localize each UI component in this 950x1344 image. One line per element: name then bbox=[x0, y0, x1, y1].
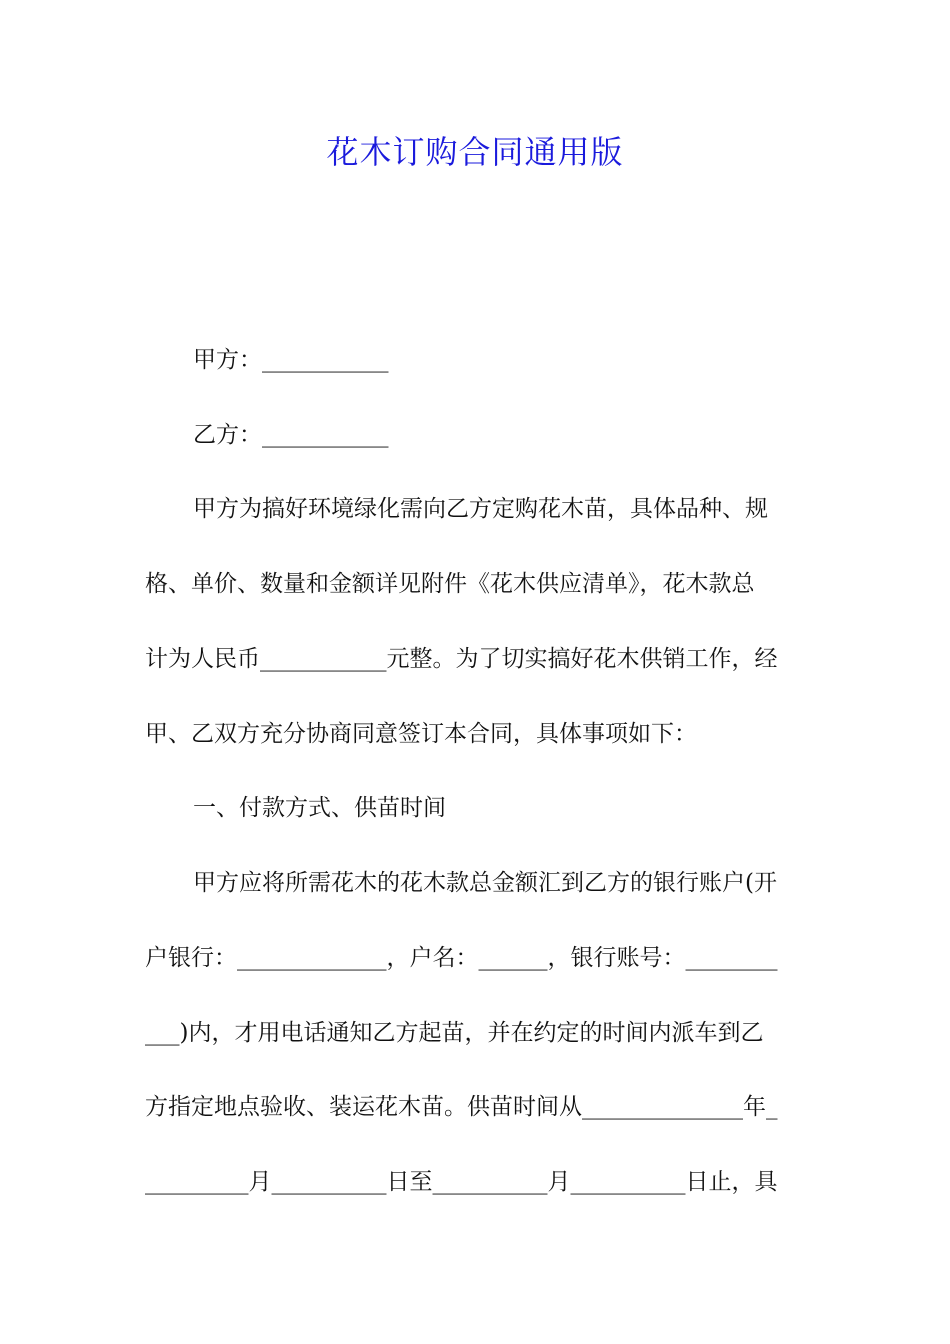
paragraph-line: 格、单价、数量和金额详见附件《花木供应清单》，花木款总 bbox=[145, 571, 755, 597]
paragraph-line: 甲、乙双方充分协商同意签订本合同，具体事项如下： bbox=[145, 721, 697, 747]
party-b-line: 乙方：___________ bbox=[193, 422, 389, 448]
paragraph-line: 计为人民币___________元整。为了切实搞好花木供销工作，经 bbox=[145, 646, 778, 672]
paragraph-line: 方指定地点验收、装运花木苗。供苗时间从______________年_ bbox=[145, 1094, 778, 1120]
paragraph-line: 甲方应将所需花木的花木款总金额汇到乙方的银行账户(开 bbox=[193, 870, 777, 896]
section-heading: 一、付款方式、供苗时间 bbox=[193, 795, 446, 821]
paragraph-line: 甲方为搞好环境绿化需向乙方定购花木苗，具体品种、规 bbox=[193, 496, 768, 522]
paragraph-line: _________月__________日至__________月__________日止，具 bbox=[145, 1169, 778, 1195]
party-a-line: 甲方：___________ bbox=[193, 347, 389, 373]
document-title: 花木订购合同通用版 bbox=[326, 133, 624, 171]
paragraph-line: 户银行：_____________，户名：______，银行账号：________ bbox=[145, 945, 778, 971]
paragraph-line: ___)内，才用电话通知乙方起苗，并在约定的时间内派车到乙 bbox=[145, 1020, 764, 1046]
